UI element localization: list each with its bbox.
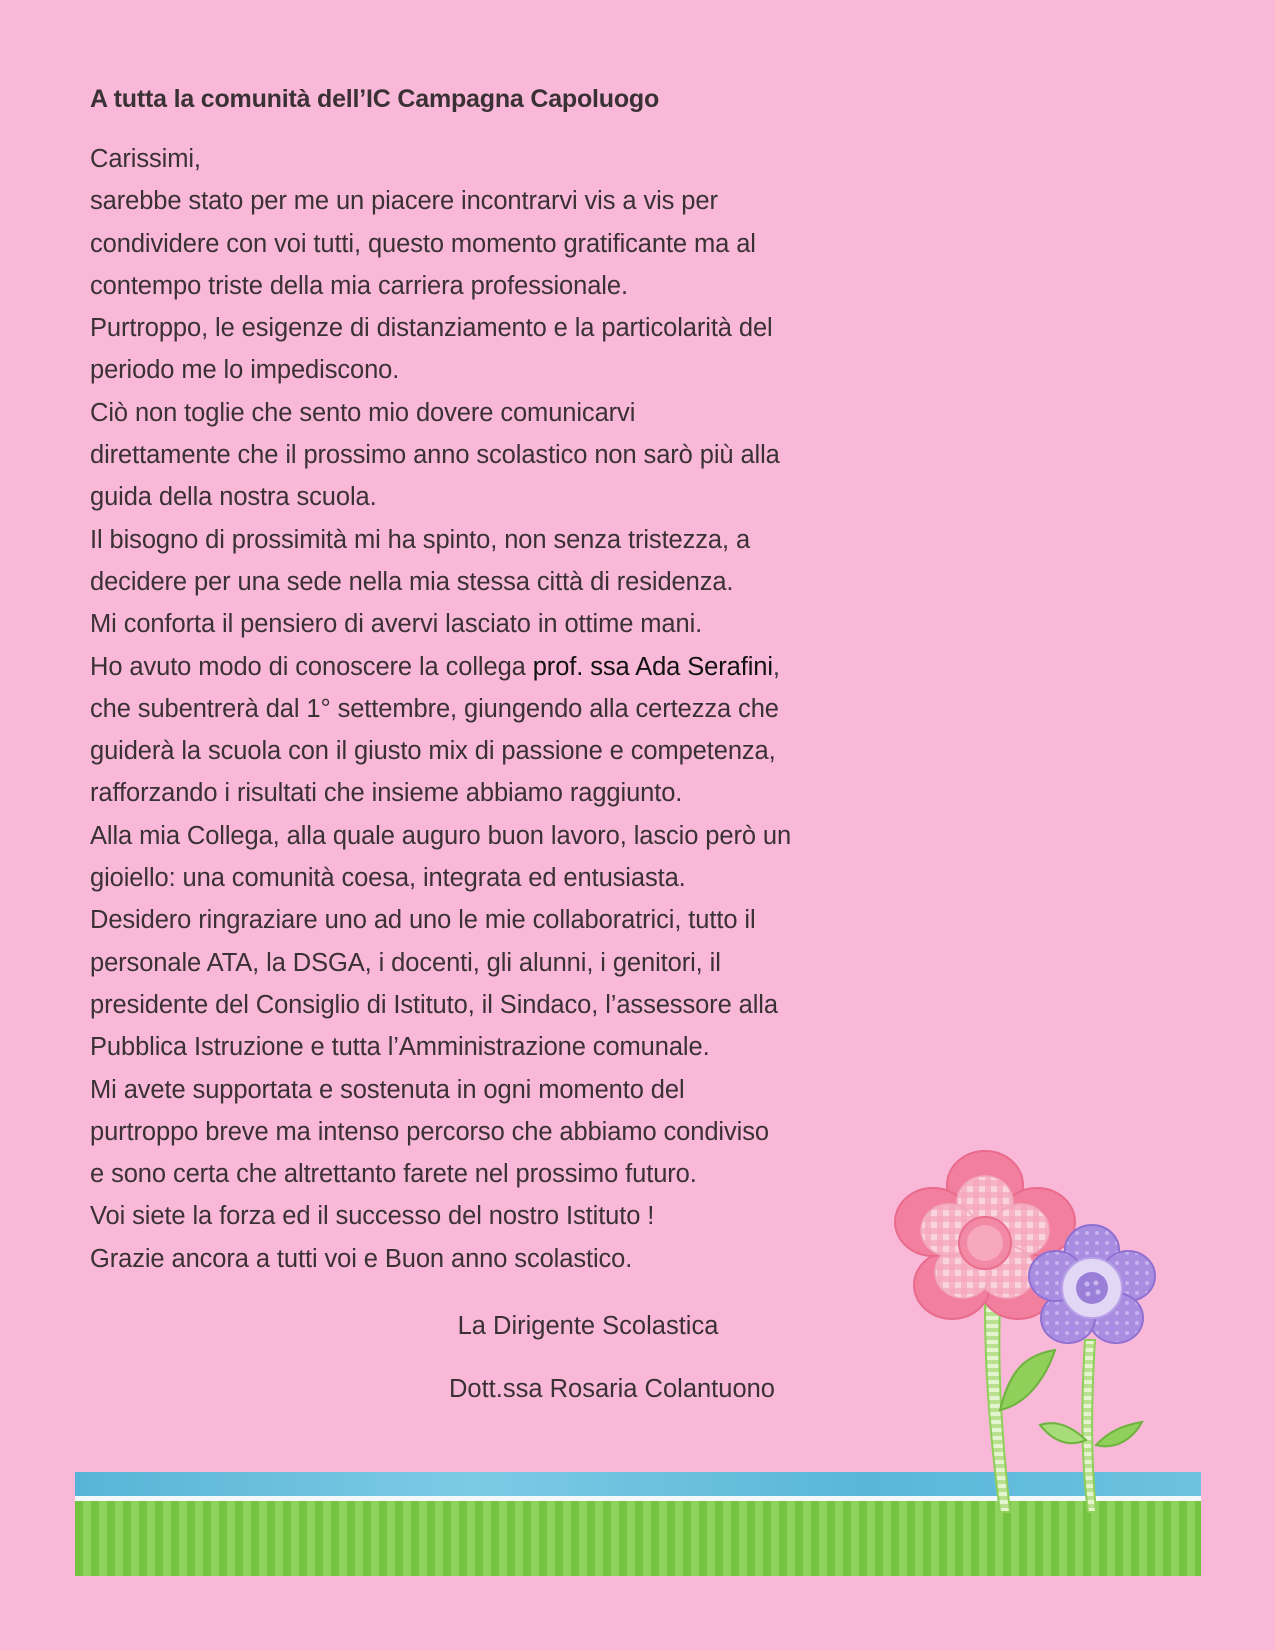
letter-line-with-name <box>90 646 870 688</box>
successor-name: prof. ssa Ada Serafini <box>532 652 773 681</box>
letter-line: Desidero ringraziare uno ad uno le mie collaboratrici, tutto il <box>90 906 756 935</box>
letter-line: gioiello: una comunità coesa, integrata ed entusiasta. <box>90 864 686 893</box>
letter-title: A tutta la comunità dell’IC Campagna Capoluogo <box>90 85 660 113</box>
letter-line: decidere per una sede nella mia stessa città di residenza. <box>90 567 734 596</box>
letter-line: guida della nostra scuola. <box>90 483 377 512</box>
letter-line: Mi avete supportata e sostenuta in ogni momento del <box>90 1075 685 1104</box>
letter-line: Alla mia Collega, alla quale auguro buon lavoro, lascio però un <box>90 821 792 850</box>
letter-line: direttamente che il prossimo anno scolastico non sarò più alla <box>90 441 780 470</box>
letter-line: personale ATA, la DSGA, i docenti, gli alunni, i genitori, il <box>90 948 721 977</box>
letter-line-text: Ho avuto modo di conoscere la collega <box>90 652 533 681</box>
letter-line: Carissimi, <box>90 145 201 173</box>
letter-line: Grazie ancora a tutti voi e Buon anno scolastico. <box>90 1244 633 1273</box>
flowers-illustration <box>860 1140 1220 1520</box>
letter-line: Pubblica Istruzione e tutta l’Amministrazione comunale. <box>90 1033 710 1062</box>
letter-line: presidente del Consiglio di Istituto, il Sindaco, l’assessore alla <box>90 990 778 1019</box>
letter-line: periodo me lo impediscono. <box>90 356 400 385</box>
letter-line: che subentrerà dal 1° settembre, giungendo alla certezza che <box>90 694 779 723</box>
letter-line: sarebbe stato per me un piacere incontrarvi vis a vis per <box>90 187 718 216</box>
letter-line: guiderà la scuola con il giusto mix di passione e competenza, <box>90 737 776 766</box>
signature-name: Dott.ssa Rosaria Colantuono <box>448 1375 775 1403</box>
letter-body <box>90 138 870 1280</box>
letter-line: Il bisogno di prossimità mi ha spinto, non senza tristezza, a <box>90 525 751 554</box>
letter-line: Ciò non toglie che sento mio dovere comunicarvi <box>90 398 636 427</box>
letter-line: Mi conforta il pensiero di avervi lasciato in ottime mani. <box>90 610 703 639</box>
letter-line: e sono certa che altrettanto farete nel prossimo futuro. <box>90 1160 697 1189</box>
letter <box>90 78 870 1280</box>
letter-line: rafforzando i risultati che insieme abbiamo raggiunto. <box>90 779 683 808</box>
letter-line: Purtroppo, le esigenze di distanziamento e la particolarità del <box>90 314 773 343</box>
purple-flower-stem <box>1040 1340 1142 1512</box>
letter-line: contempo triste della mia carriera professionale. <box>90 271 628 300</box>
letter-line: Voi siete la forza ed il successo del nostro Istituto ! <box>90 1202 655 1231</box>
pink-flower-stem <box>985 1305 1055 1512</box>
successor-name-comma: , <box>772 652 780 681</box>
letter-line: condividere con voi tutti, questo momento gratificante ma al <box>90 229 756 258</box>
letter-line: purtroppo breve ma intenso percorso che abbiamo condiviso <box>90 1117 769 1146</box>
signature-role: La Dirigente Scolastica <box>457 1312 719 1340</box>
